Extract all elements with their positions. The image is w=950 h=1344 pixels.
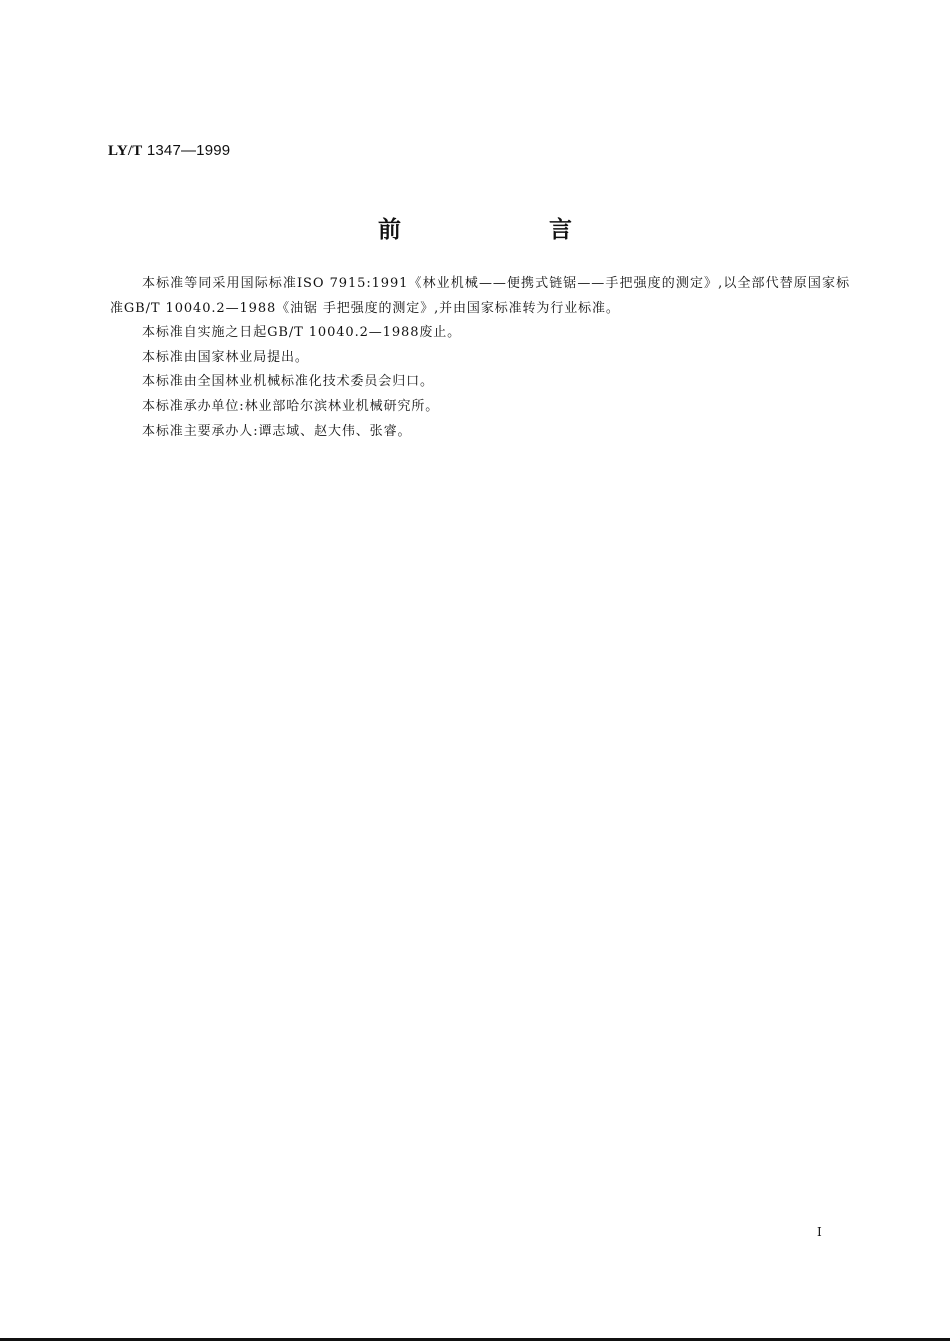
page-number: I xyxy=(817,1225,822,1239)
paragraph-drafters: 本标准主要承办人:谭志域、赵大伟、张睿。 xyxy=(142,423,412,439)
standard-number: 1347—1999 xyxy=(146,142,231,159)
paragraph-committee: 本标准由全国林业机械标准化技术委员会归口。 xyxy=(142,374,434,390)
paragraph-abolish: 本标准自实施之日起GB/T 10040.2—1988废止。 xyxy=(142,325,462,341)
paragraph-proposer: 本标准由国家林业局提出。 xyxy=(142,349,309,365)
bottom-divider xyxy=(0,1338,950,1341)
paragraph-organizer: 本标准承办单位:林业部哈尔滨林业机械研究所。 xyxy=(142,398,440,414)
standard-prefix: LY/T xyxy=(108,143,143,159)
foreword-body xyxy=(110,272,850,444)
standard-code xyxy=(108,142,230,160)
page-title: 前 言 xyxy=(377,216,642,243)
paragraph-adoption: 本标准等同采用国际标准ISO 7915:1991《林业机械——便携式链锯——手把强度的测定》,以全部代替原国家标准GB/T 10040.2—1988《油锯 手把强度的测定》,并由国家标准转为行业标准。 xyxy=(110,276,850,316)
